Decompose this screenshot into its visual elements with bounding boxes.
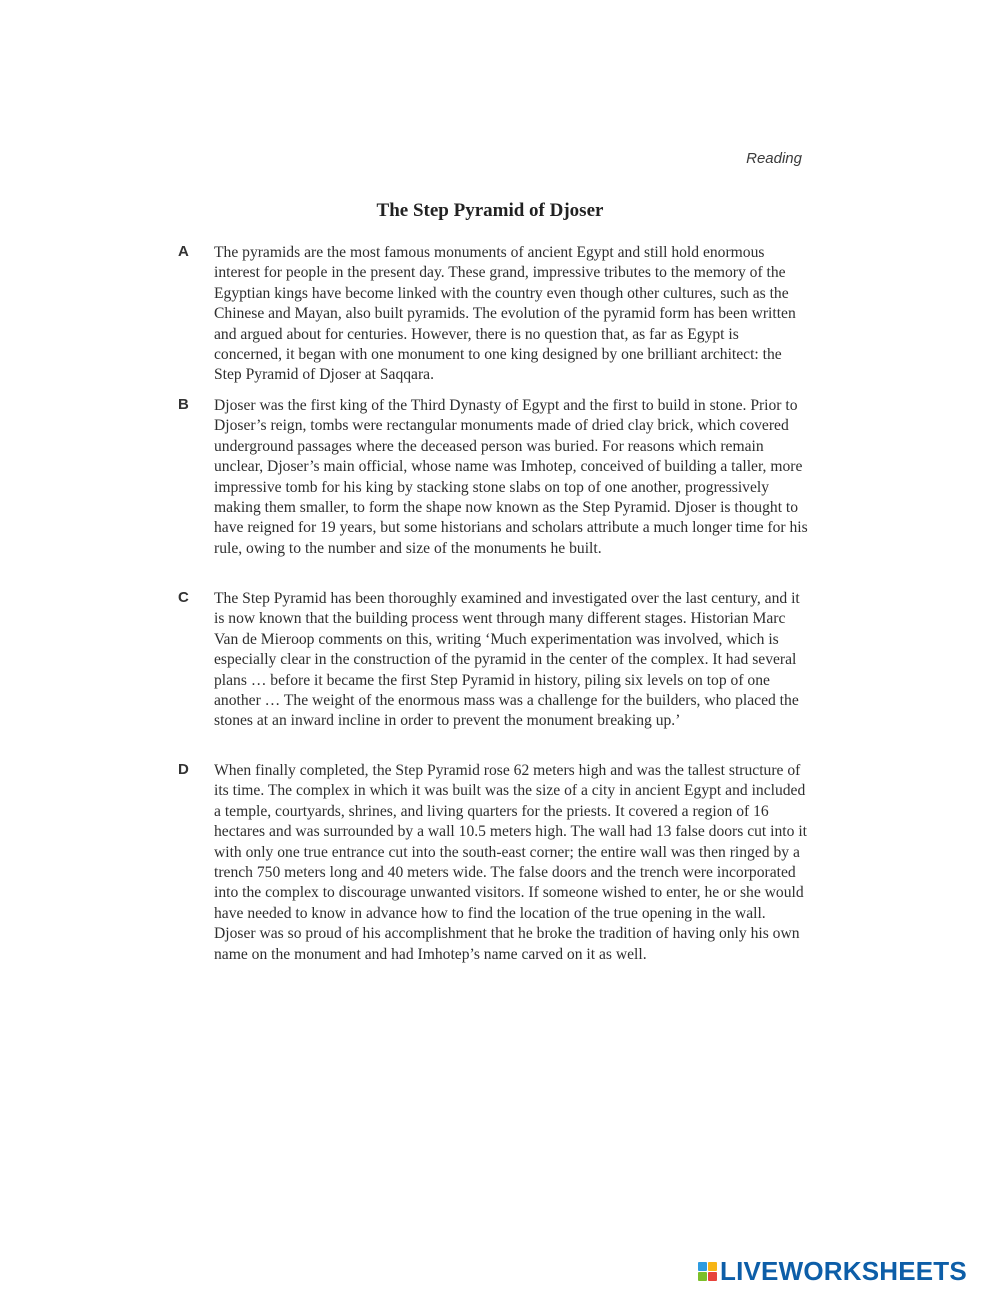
section-text: When finally completed, the Step Pyramid rose 62 meters high and was the tallest structure of its time. The complex in which it was built was the size of a city in ancient Egypt and included a temple, courtyards, shrines, and living quarters for the priests. It covered a region of 16 hectares and was surrounded by a wall 10.5 meters high. The wall had 13 false doors cut into it with only one true entrance cut into the south-east corner; the entire wall was then ringed by a trench 750 meters long and 40 meters wide. The false doors and the trench were incorporated into the complex to discourage unwanted visitors. If someone wished to enter, he or she would have needed to know in advance how to find the location of the true opening in the wall. Djoser was so proud of his accomplishment that he broke the tradition of having only his own name on the monument and had Imhotep’s name carved on it as well. — [214, 762, 807, 963]
section-d — [178, 761, 808, 965]
logo-tile — [708, 1272, 717, 1281]
section-text: Djoser was the first king of the Third Dynasty of Egypt and the first to build in stone. Prior to Djoser’s reign, tombs were rectangular monuments made of dried clay brick, which covered underground passages where the deceased person was buried. For reasons which remain unclear, Djoser’s main official, whose name was Imhotep, conceived of building a taller, more impressive tomb for his king by stacking stone slabs on top of one another, progressively making them smaller, to form the shape now known as the Step Pyramid. Djoser is thought to have reigned for 19 years, but some historians and scholars attribute a much longer time for his rule, owing to the number and size of the monuments he built. — [214, 397, 808, 557]
logo-tile — [708, 1262, 717, 1271]
section-letter: B — [178, 396, 189, 413]
section-a — [178, 243, 808, 386]
running-head: Reading — [746, 150, 802, 167]
liveworksheets-logo[interactable] — [698, 1257, 967, 1285]
section-text: The pyramids are the most famous monuments of ancient Egypt and still hold enormous interest for people in the present day. These grand, impressive tributes to the memory of the Egyptian kings have become linked with the country even though other cultures, such as the Chinese and Mayan, also built pyramids. The evolution of the pyramid form has been written and argued about for centuries. However, there is no question that, as far as Egypt is concerned, it began with one monument to one king designed by one brilliant architect: the Step Pyramid of Djoser at Saqqara. — [214, 244, 796, 384]
logo-text: LIVEWORKSHEETS — [720, 1255, 967, 1286]
section-letter: D — [178, 761, 189, 778]
section-c — [178, 589, 808, 732]
logo-mark-icon — [698, 1262, 717, 1281]
section-text: The Step Pyramid has been thoroughly examined and investigated over the last century, and it is now known that the building process went through many different stages. Historian Marc Van de Mieroop comments on this, writing ‘Much experimentation was involved, which is especially clear in the construction of the pyramid in the center of the complex. It had several plans … before it became the first Step Pyramid in history, piling six levels on top of one another … The weight of the enormous mass was a challenge for the builders, who placed the stones at an inward incline in order to prevent the monument breaking up.’ — [214, 590, 800, 730]
section-b — [178, 396, 808, 559]
section-letter: C — [178, 589, 189, 606]
logo-tile — [698, 1262, 707, 1271]
section-letter: A — [178, 243, 189, 260]
logo-tile — [698, 1272, 707, 1281]
article-title: The Step Pyramid of Djoser — [376, 200, 604, 221]
